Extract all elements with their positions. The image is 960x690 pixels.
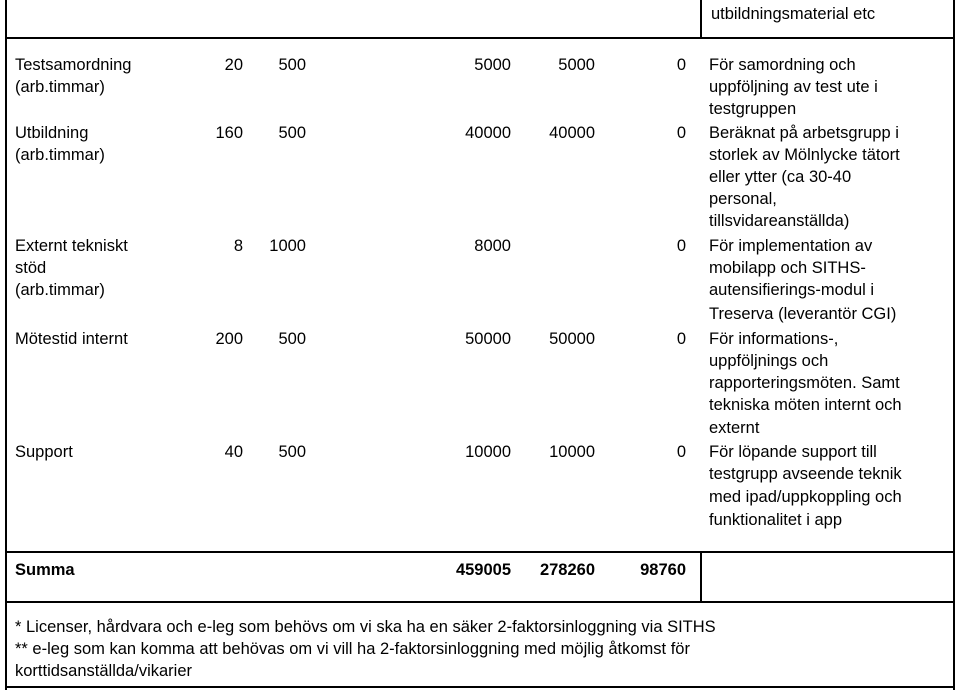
cell-comment: uppföljnings och (709, 352, 829, 370)
cell-rate: 500 (278, 330, 306, 348)
cell-other: 0 (676, 56, 686, 74)
cell-hours: 8 (233, 237, 243, 255)
row-label: (arb.timmar) (15, 146, 105, 164)
cell-comment: Beräknat på arbetsgrupp i (709, 124, 899, 142)
row-label: Utbildning (15, 124, 89, 142)
row-label: (arb.timmar) (15, 78, 105, 96)
cell-comment: eller ytter (ca 30-40 (709, 168, 852, 186)
cell-comment: autensifierings-modul i (709, 281, 875, 299)
row-label: Support (15, 443, 73, 461)
cell-comment: funktionalitet i app (709, 511, 843, 529)
cell-hours: 40 (224, 443, 243, 461)
row-label: Externt tekniskt (15, 237, 128, 255)
rule-above-summa (5, 551, 955, 553)
cell-comment: Treserva (leverantör CGI) (709, 305, 897, 323)
summa-other: 98760 (640, 561, 686, 579)
cell-total: 8000 (474, 237, 511, 255)
cell-total: 10000 (465, 443, 511, 461)
footnote: * Licenser, hårdvara och e-leg som behövs om vi ska ha en säker 2-faktorsinloggning via SITHS (15, 618, 716, 636)
cell-hours: 20 (224, 56, 243, 74)
cell-rate: 500 (278, 56, 306, 74)
rule-top-section (5, 37, 955, 39)
rule-bottom (5, 686, 955, 688)
cell-total: 5000 (474, 56, 511, 74)
cell-total: 50000 (465, 330, 511, 348)
row-label: Testsamordning (15, 56, 132, 74)
cell-amount: 10000 (549, 443, 595, 461)
cell-comment: tillsvidareanställda) (709, 212, 850, 230)
cell-comment: tekniska möten internt och (709, 396, 902, 414)
cell-amount: 50000 (549, 330, 595, 348)
cell-other: 0 (676, 124, 686, 142)
cell-hours: 200 (215, 330, 243, 348)
cell-comment: För informations-, (709, 330, 839, 348)
cell-comment: med ipad/uppkoppling och (709, 488, 902, 506)
footnote: korttidsanställda/vikarier (15, 662, 192, 680)
cell-comment: personal, (709, 190, 777, 208)
comment-column-divider (700, 0, 702, 38)
cell-comment: För implementation av (709, 237, 873, 255)
cell-comment: För löpande support till (709, 443, 877, 461)
cell-comment: testgruppen (709, 100, 797, 118)
table-left-border (5, 0, 7, 690)
cell-comment: rapporteringsmöten. Samt (709, 374, 900, 392)
cell-rate: 1000 (269, 237, 306, 255)
summa-amount: 278260 (539, 561, 595, 579)
cell-other: 0 (676, 330, 686, 348)
table-right-border (953, 0, 955, 690)
cell-amount: 5000 (558, 56, 595, 74)
cell-rate: 500 (278, 443, 306, 461)
rule-below-summa (5, 601, 955, 603)
top-note: utbildningsmaterial etc (711, 5, 876, 23)
cell-amount: 40000 (549, 124, 595, 142)
cell-comment: mobilapp och SITHS- (709, 259, 866, 277)
row-label: stöd (15, 259, 47, 277)
row-label: (arb.timmar) (15, 281, 105, 299)
cell-other: 0 (676, 237, 686, 255)
summa-total: 459005 (455, 561, 511, 579)
summa-divider (700, 552, 702, 602)
cell-total: 40000 (465, 124, 511, 142)
cell-hours: 160 (215, 124, 243, 142)
cell-comment: externt (709, 419, 760, 437)
footnote: ** e-leg som kan komma att behövas om vi vill ha 2-faktorsinloggning med möjlig åtkomst för (15, 640, 690, 658)
row-label: Mötestid internt (15, 330, 128, 348)
summa-label: Summa (15, 561, 75, 579)
cell-comment: storlek av Mölnlycke tätort (709, 146, 900, 164)
cell-comment: För samordning och (709, 56, 856, 74)
cell-other: 0 (676, 443, 686, 461)
cell-comment: uppföljning av test ute i (709, 78, 878, 96)
cell-rate: 500 (278, 124, 306, 142)
cell-comment: testgrupp avseende teknik (709, 465, 902, 483)
